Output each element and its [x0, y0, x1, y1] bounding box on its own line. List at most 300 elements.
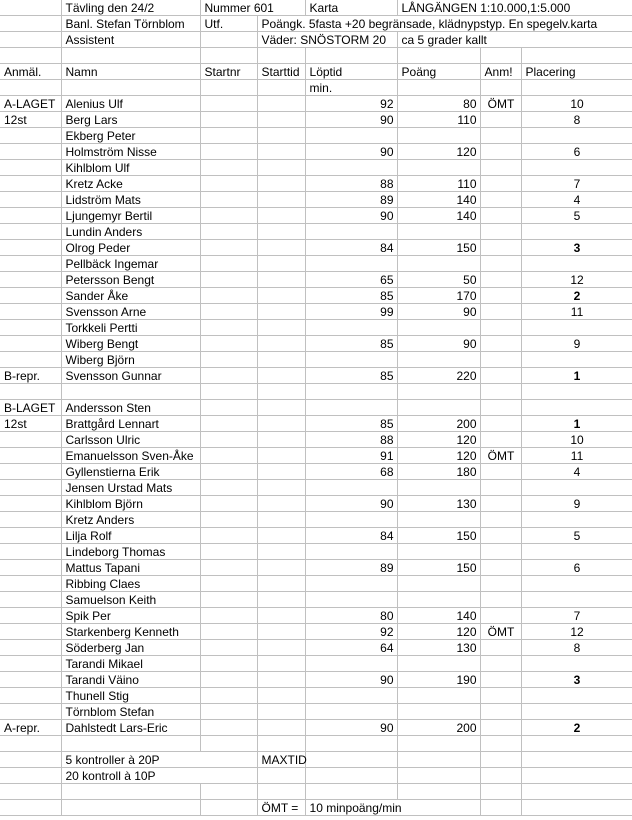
- cell-anm[interactable]: [480, 128, 521, 144]
- cell-startnr[interactable]: [200, 256, 257, 272]
- cell-poang[interactable]: 90: [397, 304, 480, 320]
- cell-placering[interactable]: 5: [521, 528, 632, 544]
- cell-placering[interactable]: 8: [521, 112, 632, 128]
- cell[interactable]: [200, 784, 257, 800]
- cell[interactable]: [257, 768, 305, 784]
- cell-anmal[interactable]: [0, 496, 61, 512]
- cell-namn[interactable]: Kihlblom Björn: [61, 496, 200, 512]
- cell-startnr[interactable]: [200, 720, 257, 736]
- cell-anm[interactable]: [480, 528, 521, 544]
- cell-startnr[interactable]: [200, 320, 257, 336]
- cell[interactable]: [61, 80, 200, 96]
- cell-starttid[interactable]: [257, 240, 305, 256]
- cell[interactable]: [521, 800, 632, 816]
- cell-loptid[interactable]: 90: [305, 720, 397, 736]
- cell[interactable]: [61, 800, 200, 816]
- cell[interactable]: [0, 0, 61, 16]
- cell-anm[interactable]: [480, 496, 521, 512]
- cell-anmal[interactable]: [0, 144, 61, 160]
- cell[interactable]: [397, 384, 480, 400]
- cell-anm[interactable]: ÖMT: [480, 96, 521, 112]
- cell-anm[interactable]: [480, 688, 521, 704]
- cell[interactable]: [0, 384, 61, 400]
- cell-poang[interactable]: 200: [397, 416, 480, 432]
- cell-startnr[interactable]: [200, 448, 257, 464]
- cell-anmal[interactable]: [0, 464, 61, 480]
- cell-anmal[interactable]: [0, 224, 61, 240]
- cell-placering[interactable]: [521, 352, 632, 368]
- cell-placering[interactable]: [521, 704, 632, 720]
- cell-poang[interactable]: 180: [397, 464, 480, 480]
- cell-placering[interactable]: 1: [521, 416, 632, 432]
- cell[interactable]: [0, 32, 61, 48]
- cell-loptid[interactable]: 90: [305, 112, 397, 128]
- cell-loptid[interactable]: [305, 128, 397, 144]
- cell-anm[interactable]: [480, 176, 521, 192]
- cell-anm[interactable]: [480, 272, 521, 288]
- cell-placering[interactable]: 11: [521, 304, 632, 320]
- cell-starttid[interactable]: [257, 528, 305, 544]
- cell-namn[interactable]: Ljungemyr Bertil: [61, 208, 200, 224]
- cell-startnr[interactable]: [200, 128, 257, 144]
- cell-starttid[interactable]: [257, 400, 305, 416]
- cell[interactable]: [521, 384, 632, 400]
- cell-placering[interactable]: 11: [521, 448, 632, 464]
- cell[interactable]: [0, 800, 61, 816]
- cell-loptid[interactable]: 85: [305, 336, 397, 352]
- cell-startnr[interactable]: [200, 464, 257, 480]
- cell-kontroller-1[interactable]: 5 kontroller à 20P: [61, 752, 257, 768]
- cell-startnr[interactable]: [200, 576, 257, 592]
- cell-anm[interactable]: [480, 352, 521, 368]
- cell[interactable]: [480, 80, 521, 96]
- cell-anm[interactable]: [480, 464, 521, 480]
- cell-startnr[interactable]: [200, 208, 257, 224]
- cell-poang[interactable]: 80: [397, 96, 480, 112]
- cell[interactable]: [397, 768, 480, 784]
- col-header-namn[interactable]: Namn: [61, 64, 200, 80]
- cell-startnr[interactable]: [200, 688, 257, 704]
- cell-nummer[interactable]: Nummer 601: [200, 0, 305, 16]
- cell[interactable]: [257, 48, 305, 64]
- cell-utf[interactable]: Utf.: [200, 16, 257, 32]
- cell-starttid[interactable]: [257, 160, 305, 176]
- cell-startnr[interactable]: [200, 560, 257, 576]
- cell-loptid[interactable]: 64: [305, 640, 397, 656]
- cell-startnr[interactable]: [200, 288, 257, 304]
- cell-loptid[interactable]: 92: [305, 624, 397, 640]
- cell[interactable]: [480, 752, 521, 768]
- cell-loptid[interactable]: [305, 320, 397, 336]
- cell-placering[interactable]: [521, 576, 632, 592]
- cell-poang[interactable]: [397, 352, 480, 368]
- cell-placering[interactable]: 10: [521, 432, 632, 448]
- cell-startnr[interactable]: [200, 240, 257, 256]
- cell[interactable]: [397, 784, 480, 800]
- col-header-starttid[interactable]: Starttid: [257, 64, 305, 80]
- cell-poang[interactable]: [397, 656, 480, 672]
- cell-starttid[interactable]: [257, 576, 305, 592]
- cell-namn[interactable]: Samuelson Keith: [61, 592, 200, 608]
- cell-loptid[interactable]: 90: [305, 496, 397, 512]
- cell-placering[interactable]: 7: [521, 176, 632, 192]
- cell-namn[interactable]: Lindeborg Thomas: [61, 544, 200, 560]
- cell-namn[interactable]: Olrog Peder: [61, 240, 200, 256]
- cell-anmal[interactable]: [0, 624, 61, 640]
- cell-karta-value[interactable]: LÅNGÄNGEN 1:10.000,1:5.000: [397, 0, 632, 16]
- cell-tavling[interactable]: Tävling den 24/2: [61, 0, 200, 16]
- cell-anmal[interactable]: [0, 240, 61, 256]
- cell-poang[interactable]: [397, 224, 480, 240]
- cell-anmal[interactable]: [0, 544, 61, 560]
- cell-loptid[interactable]: 89: [305, 560, 397, 576]
- cell-anmal[interactable]: [0, 592, 61, 608]
- cell-placering[interactable]: [521, 544, 632, 560]
- cell-placering[interactable]: [521, 512, 632, 528]
- cell-starttid[interactable]: [257, 624, 305, 640]
- cell-anmal[interactable]: [0, 256, 61, 272]
- cell-anm[interactable]: [480, 592, 521, 608]
- cell-maxtid[interactable]: MAXTID: [257, 752, 305, 768]
- cell-startnr[interactable]: [200, 656, 257, 672]
- cell[interactable]: [200, 800, 257, 816]
- cell-anmal[interactable]: [0, 288, 61, 304]
- cell-namn[interactable]: Ekberg Peter: [61, 128, 200, 144]
- cell-startnr[interactable]: [200, 512, 257, 528]
- cell-loptid[interactable]: 85: [305, 288, 397, 304]
- col-header-loptid[interactable]: Löptid: [305, 64, 397, 80]
- cell-starttid[interactable]: [257, 592, 305, 608]
- cell-namn[interactable]: Tarandi Väino: [61, 672, 200, 688]
- cell-anm[interactable]: [480, 288, 521, 304]
- cell[interactable]: [397, 48, 480, 64]
- cell-startnr[interactable]: [200, 496, 257, 512]
- col-header-anm[interactable]: Anm!: [480, 64, 521, 80]
- cell-loptid[interactable]: [305, 400, 397, 416]
- cell[interactable]: [480, 784, 521, 800]
- cell[interactable]: [200, 736, 257, 752]
- cell-namn[interactable]: Tarandi Mikael: [61, 656, 200, 672]
- cell-poang[interactable]: 220: [397, 368, 480, 384]
- cell-namn[interactable]: Svensson Arne: [61, 304, 200, 320]
- cell-namn[interactable]: Torkkeli Pertti: [61, 320, 200, 336]
- cell[interactable]: [0, 48, 61, 64]
- cell-anm[interactable]: [480, 336, 521, 352]
- cell-poang[interactable]: 140: [397, 192, 480, 208]
- cell-poang[interactable]: 130: [397, 640, 480, 656]
- cell-starttid[interactable]: [257, 448, 305, 464]
- cell-startnr[interactable]: [200, 704, 257, 720]
- cell-anm[interactable]: [480, 400, 521, 416]
- cell-anmal[interactable]: [0, 480, 61, 496]
- cell-starttid[interactable]: [257, 256, 305, 272]
- cell-placering[interactable]: [521, 480, 632, 496]
- cell-poang[interactable]: [397, 688, 480, 704]
- cell-starttid[interactable]: [257, 144, 305, 160]
- cell-starttid[interactable]: [257, 96, 305, 112]
- cell-anmal[interactable]: B-LAGET: [0, 400, 61, 416]
- cell-loptid[interactable]: 88: [305, 432, 397, 448]
- cell-anm[interactable]: ÖMT: [480, 448, 521, 464]
- cell-anmal[interactable]: [0, 640, 61, 656]
- cell-anmal[interactable]: 12st: [0, 416, 61, 432]
- cell-loptid[interactable]: [305, 656, 397, 672]
- cell[interactable]: [480, 800, 521, 816]
- cell-loptid[interactable]: 65: [305, 272, 397, 288]
- cell-poang[interactable]: 200: [397, 720, 480, 736]
- cell-starttid[interactable]: [257, 128, 305, 144]
- cell-anm[interactable]: [480, 256, 521, 272]
- cell-loptid[interactable]: [305, 352, 397, 368]
- cell-anm[interactable]: [480, 560, 521, 576]
- cell-startnr[interactable]: [200, 528, 257, 544]
- cell-anmal[interactable]: [0, 160, 61, 176]
- cell-startnr[interactable]: [200, 400, 257, 416]
- cell-namn[interactable]: Petersson Bengt: [61, 272, 200, 288]
- cell-starttid[interactable]: [257, 320, 305, 336]
- cell[interactable]: [257, 384, 305, 400]
- cell-placering[interactable]: 5: [521, 208, 632, 224]
- cell-loptid[interactable]: [305, 256, 397, 272]
- cell-anm[interactable]: [480, 160, 521, 176]
- cell-starttid[interactable]: [257, 304, 305, 320]
- cell-poang[interactable]: 120: [397, 144, 480, 160]
- col-header-placering[interactable]: Placering: [521, 64, 632, 80]
- cell-poang[interactable]: 120: [397, 448, 480, 464]
- cell-anm[interactable]: [480, 304, 521, 320]
- cell-anm[interactable]: [480, 656, 521, 672]
- cell-startnr[interactable]: [200, 608, 257, 624]
- cell-placering[interactable]: 10: [521, 96, 632, 112]
- cell-banl[interactable]: Banl. Stefan Törnblom: [61, 16, 200, 32]
- cell[interactable]: [305, 752, 397, 768]
- cell-loptid[interactable]: 85: [305, 368, 397, 384]
- cell-namn[interactable]: Jensen Urstad Mats: [61, 480, 200, 496]
- cell[interactable]: [397, 752, 480, 768]
- cell[interactable]: [521, 768, 632, 784]
- cell-anm[interactable]: [480, 480, 521, 496]
- cell-anmal[interactable]: [0, 336, 61, 352]
- cell-poang[interactable]: 120: [397, 432, 480, 448]
- cell-loptid[interactable]: 88: [305, 176, 397, 192]
- cell-namn[interactable]: Ribbing Claes: [61, 576, 200, 592]
- cell-poang[interactable]: 140: [397, 208, 480, 224]
- cell-namn[interactable]: Svensson Gunnar: [61, 368, 200, 384]
- cell-anmal[interactable]: [0, 320, 61, 336]
- cell-startnr[interactable]: [200, 160, 257, 176]
- cell[interactable]: [521, 48, 632, 64]
- cell-poang[interactable]: 190: [397, 672, 480, 688]
- cell-startnr[interactable]: [200, 224, 257, 240]
- cell-loptid[interactable]: 91: [305, 448, 397, 464]
- cell-placering[interactable]: 6: [521, 560, 632, 576]
- cell-namn[interactable]: Törnblom Stefan: [61, 704, 200, 720]
- cell-starttid[interactable]: [257, 176, 305, 192]
- cell-placering[interactable]: 7: [521, 608, 632, 624]
- cell-anm[interactable]: [480, 640, 521, 656]
- cell[interactable]: [521, 752, 632, 768]
- cell-anmal[interactable]: A-LAGET: [0, 96, 61, 112]
- cell-poang[interactable]: 170: [397, 288, 480, 304]
- cell-poang[interactable]: 50: [397, 272, 480, 288]
- cell-starttid[interactable]: [257, 352, 305, 368]
- cell-loptid[interactable]: [305, 224, 397, 240]
- cell[interactable]: [305, 784, 397, 800]
- cell-namn[interactable]: Kretz Acke: [61, 176, 200, 192]
- cell-loptid[interactable]: 80: [305, 608, 397, 624]
- cell[interactable]: [200, 80, 257, 96]
- cell-namn[interactable]: Wiberg Bengt: [61, 336, 200, 352]
- cell-omt-value[interactable]: 10 minpoäng/min: [305, 800, 480, 816]
- cell-anmal[interactable]: [0, 608, 61, 624]
- cell-placering[interactable]: 6: [521, 144, 632, 160]
- cell-anm[interactable]: [480, 720, 521, 736]
- cell-namn[interactable]: Mattus Tapani: [61, 560, 200, 576]
- cell-startnr[interactable]: [200, 592, 257, 608]
- cell[interactable]: [0, 80, 61, 96]
- cell-startnr[interactable]: [200, 640, 257, 656]
- cell-loptid[interactable]: 90: [305, 672, 397, 688]
- cell-namn[interactable]: Berg Lars: [61, 112, 200, 128]
- cell-placering[interactable]: 9: [521, 496, 632, 512]
- cell-startnr[interactable]: [200, 96, 257, 112]
- cell-starttid[interactable]: [257, 640, 305, 656]
- cell-startnr[interactable]: [200, 304, 257, 320]
- cell[interactable]: [305, 768, 397, 784]
- cell-loptid[interactable]: 90: [305, 208, 397, 224]
- cell-placering[interactable]: 2: [521, 288, 632, 304]
- cell[interactable]: [257, 80, 305, 96]
- cell[interactable]: [61, 736, 200, 752]
- cell-loptid[interactable]: [305, 704, 397, 720]
- cell-loptid[interactable]: [305, 592, 397, 608]
- cell-startnr[interactable]: [200, 432, 257, 448]
- cell-placering[interactable]: [521, 592, 632, 608]
- cell[interactable]: [61, 784, 200, 800]
- cell[interactable]: [200, 32, 257, 48]
- cell-anm[interactable]: [480, 208, 521, 224]
- cell-loptid[interactable]: 68: [305, 464, 397, 480]
- col-header-loptid-unit[interactable]: min.: [305, 80, 397, 96]
- cell-startnr[interactable]: [200, 192, 257, 208]
- cell[interactable]: [257, 784, 305, 800]
- cell[interactable]: [305, 384, 397, 400]
- cell-loptid[interactable]: [305, 576, 397, 592]
- cell-anmal[interactable]: [0, 176, 61, 192]
- cell-namn[interactable]: Brattgård Lennart: [61, 416, 200, 432]
- cell-poang[interactable]: [397, 592, 480, 608]
- cell-anm[interactable]: [480, 512, 521, 528]
- cell-anmal[interactable]: [0, 272, 61, 288]
- col-header-anmal[interactable]: Anmäl.: [0, 64, 61, 80]
- cell-placering[interactable]: [521, 160, 632, 176]
- cell-karta-label[interactable]: Karta: [305, 0, 397, 16]
- cell-poang[interactable]: 140: [397, 608, 480, 624]
- cell-anm[interactable]: [480, 368, 521, 384]
- cell-placering[interactable]: 9: [521, 336, 632, 352]
- cell[interactable]: [305, 736, 397, 752]
- cell-starttid[interactable]: [257, 416, 305, 432]
- cell-namn[interactable]: Holmström Nisse: [61, 144, 200, 160]
- cell-loptid[interactable]: [305, 160, 397, 176]
- cell-starttid[interactable]: [257, 720, 305, 736]
- cell-startnr[interactable]: [200, 352, 257, 368]
- cell-placering[interactable]: [521, 256, 632, 272]
- cell-namn[interactable]: Pellbäck Ingemar: [61, 256, 200, 272]
- cell-startnr[interactable]: [200, 544, 257, 560]
- cell-assistent[interactable]: Assistent: [61, 32, 200, 48]
- cell-loptid[interactable]: 90: [305, 144, 397, 160]
- cell[interactable]: [480, 384, 521, 400]
- cell-loptid[interactable]: [305, 544, 397, 560]
- cell-placering[interactable]: 8: [521, 640, 632, 656]
- cell[interactable]: [521, 736, 632, 752]
- cell-starttid[interactable]: [257, 208, 305, 224]
- cell-starttid[interactable]: [257, 192, 305, 208]
- cell[interactable]: [0, 752, 61, 768]
- cell-poang[interactable]: 90: [397, 336, 480, 352]
- cell-startnr[interactable]: [200, 112, 257, 128]
- cell-anmal[interactable]: [0, 512, 61, 528]
- cell[interactable]: [61, 384, 200, 400]
- cell-namn[interactable]: Kretz Anders: [61, 512, 200, 528]
- cell-poang[interactable]: [397, 128, 480, 144]
- cell-loptid[interactable]: 85: [305, 416, 397, 432]
- cell-loptid[interactable]: 84: [305, 528, 397, 544]
- cell-anmal[interactable]: [0, 656, 61, 672]
- cell-starttid[interactable]: [257, 704, 305, 720]
- cell-anmal[interactable]: [0, 352, 61, 368]
- cell[interactable]: [257, 736, 305, 752]
- cell-poang[interactable]: [397, 576, 480, 592]
- cell-starttid[interactable]: [257, 544, 305, 560]
- cell-anm[interactable]: [480, 416, 521, 432]
- col-header-poang[interactable]: Poäng: [397, 64, 480, 80]
- cell-grader[interactable]: ca 5 grader kallt: [397, 32, 632, 48]
- cell-starttid[interactable]: [257, 224, 305, 240]
- cell-anm[interactable]: [480, 608, 521, 624]
- cell-starttid[interactable]: [257, 688, 305, 704]
- cell-anm[interactable]: [480, 192, 521, 208]
- cell-placering[interactable]: [521, 224, 632, 240]
- cell-anmal[interactable]: B-repr.: [0, 368, 61, 384]
- cell-anm[interactable]: [480, 224, 521, 240]
- cell-namn[interactable]: Alenius Ulf: [61, 96, 200, 112]
- cell-startnr[interactable]: [200, 176, 257, 192]
- cell-loptid[interactable]: 92: [305, 96, 397, 112]
- cell-placering[interactable]: 1: [521, 368, 632, 384]
- cell-poang[interactable]: [397, 704, 480, 720]
- cell-placering[interactable]: 12: [521, 624, 632, 640]
- cell-poang[interactable]: [397, 544, 480, 560]
- cell-poang[interactable]: [397, 320, 480, 336]
- cell-anm[interactable]: [480, 144, 521, 160]
- cell-namn[interactable]: Wiberg Björn: [61, 352, 200, 368]
- cell-anmal[interactable]: [0, 528, 61, 544]
- cell-namn[interactable]: Gyllenstierna Erik: [61, 464, 200, 480]
- cell-namn[interactable]: Spik Per: [61, 608, 200, 624]
- cell-anmal[interactable]: A-repr.: [0, 720, 61, 736]
- cell-placering[interactable]: [521, 656, 632, 672]
- cell-anm[interactable]: [480, 240, 521, 256]
- cell[interactable]: [0, 16, 61, 32]
- cell[interactable]: [521, 784, 632, 800]
- cell-poang[interactable]: [397, 480, 480, 496]
- cell-anm[interactable]: [480, 704, 521, 720]
- cell-startnr[interactable]: [200, 672, 257, 688]
- cell-starttid[interactable]: [257, 464, 305, 480]
- cell-namn[interactable]: Söderberg Jan: [61, 640, 200, 656]
